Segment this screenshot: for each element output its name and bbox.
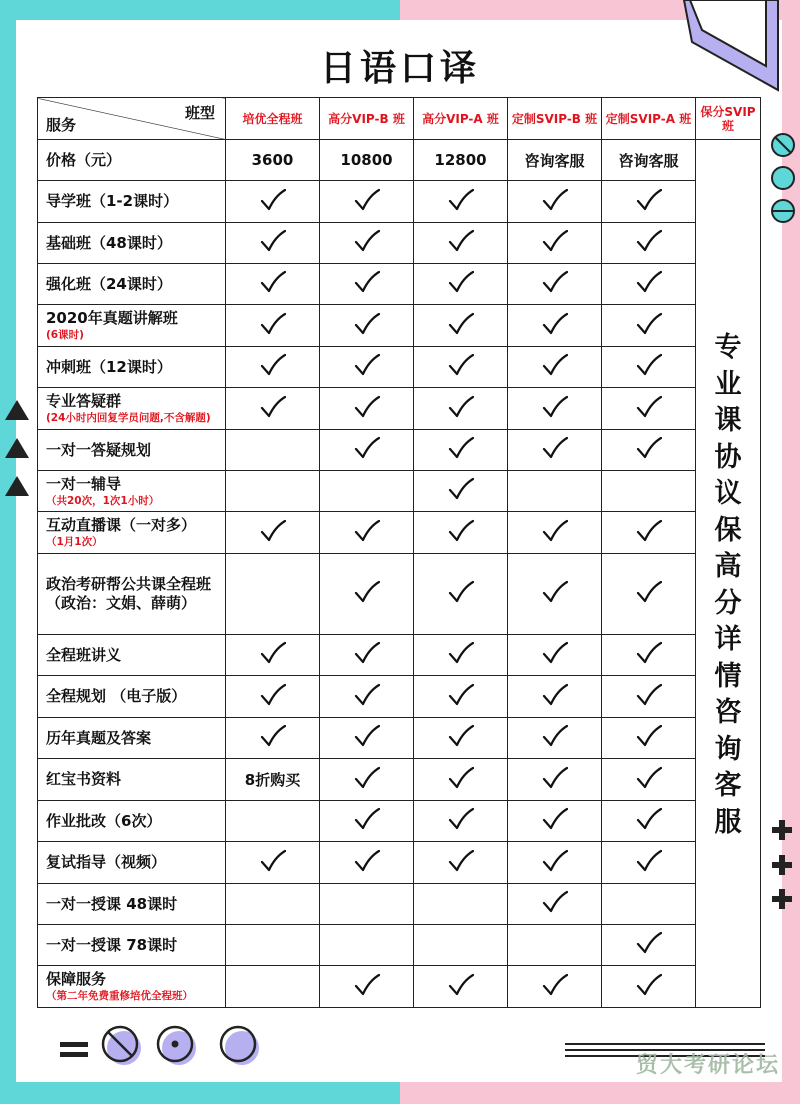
- value-cell: [602, 471, 696, 512]
- check-mark-icon: [602, 842, 696, 884]
- service-name-cell: [38, 925, 226, 966]
- check-mark-icon: [602, 512, 696, 554]
- service-label: 服务: [46, 116, 77, 134]
- service-note: （1月1次）: [46, 536, 103, 548]
- triangle-marker-icon: [5, 476, 29, 496]
- check-mark-icon: [602, 718, 696, 759]
- check-mark-icon: [508, 554, 602, 635]
- value-cell: [414, 925, 508, 966]
- check-mark-icon: [320, 842, 414, 884]
- check-mark-icon: [414, 635, 508, 676]
- table-row: [38, 223, 761, 264]
- check-mark-icon: [414, 181, 508, 223]
- check-mark-icon: [320, 676, 414, 718]
- value-cell: [508, 471, 602, 512]
- check-mark-icon: [226, 718, 320, 759]
- service-name-cell: [38, 718, 226, 759]
- service-name: 专业答疑群: [46, 392, 122, 410]
- service-name: 导学班（1-2课时）: [46, 192, 179, 210]
- table-row: [38, 512, 761, 554]
- service-name: 基础班（48课时）: [46, 233, 172, 252]
- check-mark-icon: [602, 388, 696, 430]
- class-header-2: 高分VIP-A 班: [414, 98, 508, 140]
- check-mark-icon: [414, 264, 508, 305]
- check-mark-icon: [226, 347, 320, 388]
- check-mark-icon: [508, 347, 602, 388]
- class-header-3: 定制SVIP-B 班: [508, 98, 602, 140]
- check-mark-icon: [226, 264, 320, 305]
- service-name: 作业批改（6次）: [46, 811, 162, 830]
- dot-circle-icon: [155, 1024, 199, 1068]
- value-cell: [226, 966, 320, 1008]
- check-mark-icon: [602, 305, 696, 347]
- service-name: 保障服务: [46, 970, 107, 988]
- table-row: [38, 471, 761, 512]
- table-row: [38, 388, 761, 430]
- value-cell: [226, 925, 320, 966]
- service-name: 政治考研帮公共课全程班（政治：文娟、薛萌）: [46, 575, 212, 612]
- check-mark-icon: [508, 718, 602, 759]
- check-mark-icon: [414, 676, 508, 718]
- check-mark-icon: [414, 759, 508, 801]
- check-mark-icon: [508, 676, 602, 718]
- guarantee-side-cell: [696, 140, 769, 1008]
- header-row: [38, 98, 761, 140]
- class-type-label: 班型: [184, 104, 215, 122]
- table-row: [38, 676, 761, 718]
- value-cell: 咨询客服: [602, 140, 696, 181]
- service-name-cell: [38, 759, 226, 801]
- table-row: [38, 140, 761, 181]
- service-name: 一对一辅导: [46, 474, 122, 493]
- service-name: 全程规划 （电子版）: [46, 687, 187, 705]
- service-name: 一对一授课 78课时: [46, 935, 178, 954]
- check-mark-icon: [508, 759, 602, 801]
- check-mark-icon: [320, 512, 414, 554]
- check-mark-icon: [320, 966, 414, 1008]
- check-mark-icon: [508, 264, 602, 305]
- service-name-cell: [38, 181, 226, 223]
- service-name-cell: [38, 430, 226, 471]
- check-mark-icon: [414, 305, 508, 347]
- check-mark-icon: [508, 884, 602, 925]
- watermark: 贸大考研论坛: [636, 1053, 781, 1078]
- service-name: 全程班讲义: [46, 645, 122, 664]
- check-mark-icon: [414, 966, 508, 1008]
- table-row: [38, 305, 761, 347]
- check-mark-icon: [508, 801, 602, 842]
- plus-icon: [772, 889, 792, 909]
- value-cell: [602, 884, 696, 925]
- value-cell: [226, 801, 320, 842]
- service-name-cell: [38, 388, 226, 430]
- value-cell: 8折购买: [226, 759, 320, 801]
- check-mark-icon: [320, 388, 414, 430]
- check-mark-icon: [508, 512, 602, 554]
- table-row: [38, 554, 761, 635]
- service-name-cell: [38, 676, 226, 718]
- check-mark-icon: [320, 554, 414, 635]
- check-mark-icon: [320, 181, 414, 223]
- check-mark-icon: [320, 801, 414, 842]
- check-mark-icon: [320, 305, 414, 347]
- service-name-cell: [38, 966, 226, 1008]
- check-mark-icon: [508, 181, 602, 223]
- table-row: [38, 181, 761, 223]
- check-mark-icon: [602, 347, 696, 388]
- value-cell: [320, 884, 414, 925]
- service-name: 历年真题及答案: [46, 728, 152, 747]
- check-mark-icon: [602, 181, 696, 223]
- service-name-cell: [38, 264, 226, 305]
- table-row: [38, 430, 761, 471]
- value-cell: [508, 925, 602, 966]
- check-mark-icon: [508, 430, 602, 471]
- check-mark-icon: [414, 842, 508, 884]
- check-mark-icon: [226, 842, 320, 884]
- check-mark-icon: [414, 801, 508, 842]
- value-cell: 3600: [226, 140, 320, 181]
- check-mark-icon: [226, 388, 320, 430]
- check-mark-icon: [508, 966, 602, 1008]
- check-mark-icon: [226, 223, 320, 264]
- check-mark-icon: [414, 512, 508, 554]
- service-name-cell: [38, 884, 226, 925]
- triangle-marker-icon: [5, 438, 29, 458]
- check-mark-icon: [414, 554, 508, 635]
- check-mark-icon: [508, 305, 602, 347]
- value-cell: 咨询客服: [508, 140, 602, 181]
- service-name: 强化班（24课时）: [46, 274, 172, 293]
- plus-icon: [772, 855, 792, 875]
- service-name: 一对一授课 48课时: [46, 894, 178, 913]
- check-mark-icon: [602, 430, 696, 471]
- check-mark-icon: [602, 223, 696, 264]
- check-mark-icon: [508, 388, 602, 430]
- service-note: (6课时): [46, 329, 84, 341]
- table-row: [38, 925, 761, 966]
- service-note: （共20次，1次1小时）: [46, 494, 160, 507]
- check-mark-icon: [508, 635, 602, 676]
- check-mark-icon: [414, 223, 508, 264]
- check-mark-icon: [508, 223, 602, 264]
- class-header-0: 培优全程班: [226, 98, 320, 140]
- check-mark-icon: [602, 966, 696, 1008]
- page-title: 日语口译: [319, 48, 480, 89]
- check-mark-icon: [226, 305, 320, 347]
- service-name-cell: [38, 554, 226, 635]
- triangle-marker-icon: [5, 400, 29, 420]
- value-cell: [320, 925, 414, 966]
- check-mark-icon: [320, 264, 414, 305]
- service-name-cell: [38, 635, 226, 676]
- table-row: [38, 718, 761, 759]
- check-mark-icon: [602, 676, 696, 718]
- value-cell: [226, 471, 320, 512]
- check-mark-icon: [508, 842, 602, 884]
- service-name: 价格（元）: [46, 150, 122, 169]
- service-note: （第二年免费重修培优全程班）: [46, 990, 193, 1002]
- class-header-4: 定制SVIP-A 班: [602, 98, 696, 140]
- check-mark-icon: [320, 223, 414, 264]
- slashed-circle-icon: [769, 131, 797, 159]
- table-row: [38, 842, 761, 884]
- table-row: [38, 347, 761, 388]
- check-mark-icon: [226, 512, 320, 554]
- check-mark-icon: [226, 181, 320, 223]
- check-mark-icon: [226, 635, 320, 676]
- plus-icon: [772, 820, 792, 840]
- check-mark-icon: [414, 718, 508, 759]
- guarantee-text: 专业课协议保高分 详情咨询客服: [714, 332, 769, 838]
- service-name-cell: [38, 512, 226, 554]
- class-header-1: 高分VIP-B 班: [320, 98, 414, 140]
- class-comparison-table: [37, 97, 769, 1008]
- value-cell: [226, 554, 320, 635]
- check-mark-icon: [602, 925, 696, 966]
- service-name-cell: [38, 347, 226, 388]
- value-cell: [226, 430, 320, 471]
- check-mark-icon: [320, 635, 414, 676]
- check-mark-icon: [602, 264, 696, 305]
- check-mark-icon: [414, 430, 508, 471]
- check-mark-icon: [226, 676, 320, 718]
- service-name-cell: [38, 842, 226, 884]
- service-name-cell: [38, 305, 226, 347]
- corner-cell: [38, 98, 226, 140]
- service-note: (24小时内回复学员问题,不含解题): [46, 412, 211, 424]
- service-name-cell: [38, 223, 226, 264]
- check-mark-icon: [320, 430, 414, 471]
- circle-icon: [218, 1024, 262, 1068]
- check-mark-icon: [414, 471, 508, 512]
- check-mark-icon: [320, 718, 414, 759]
- equals-icon: [60, 1040, 88, 1060]
- service-name: 复试指导（视频）: [46, 853, 167, 871]
- check-mark-icon: [414, 347, 508, 388]
- table-row: [38, 759, 761, 801]
- service-name: 一对一答疑规划: [46, 440, 152, 459]
- service-name: 冲刺班（12课时）: [46, 357, 172, 376]
- table-row: [38, 966, 761, 1008]
- value-cell: [226, 884, 320, 925]
- check-mark-icon: [602, 801, 696, 842]
- check-mark-icon: [602, 635, 696, 676]
- minus-circle-icon: [769, 197, 797, 225]
- value-cell: 12800: [414, 140, 508, 181]
- slashed-circle-icon: [100, 1024, 144, 1068]
- service-name: 红宝书资料: [46, 770, 122, 788]
- table-row: [38, 801, 761, 842]
- table-row: [38, 635, 761, 676]
- check-mark-icon: [414, 388, 508, 430]
- circle-icon: [769, 164, 797, 192]
- service-name: 互动直播课（一对多）: [46, 516, 197, 534]
- value-cell: [414, 884, 508, 925]
- service-name-cell: [38, 801, 226, 842]
- check-mark-icon: [602, 554, 696, 635]
- value-cell: [320, 471, 414, 512]
- table-row: [38, 884, 761, 925]
- service-name: 2020年真题讲解班: [46, 309, 178, 327]
- check-mark-icon: [320, 759, 414, 801]
- value-cell: 10800: [320, 140, 414, 181]
- check-mark-icon: [602, 759, 696, 801]
- service-name-cell: [38, 140, 226, 181]
- service-name-cell: [38, 471, 226, 512]
- class-header-5: 保分SVIP班: [696, 98, 761, 140]
- table-row: [38, 264, 761, 305]
- check-mark-icon: [320, 347, 414, 388]
